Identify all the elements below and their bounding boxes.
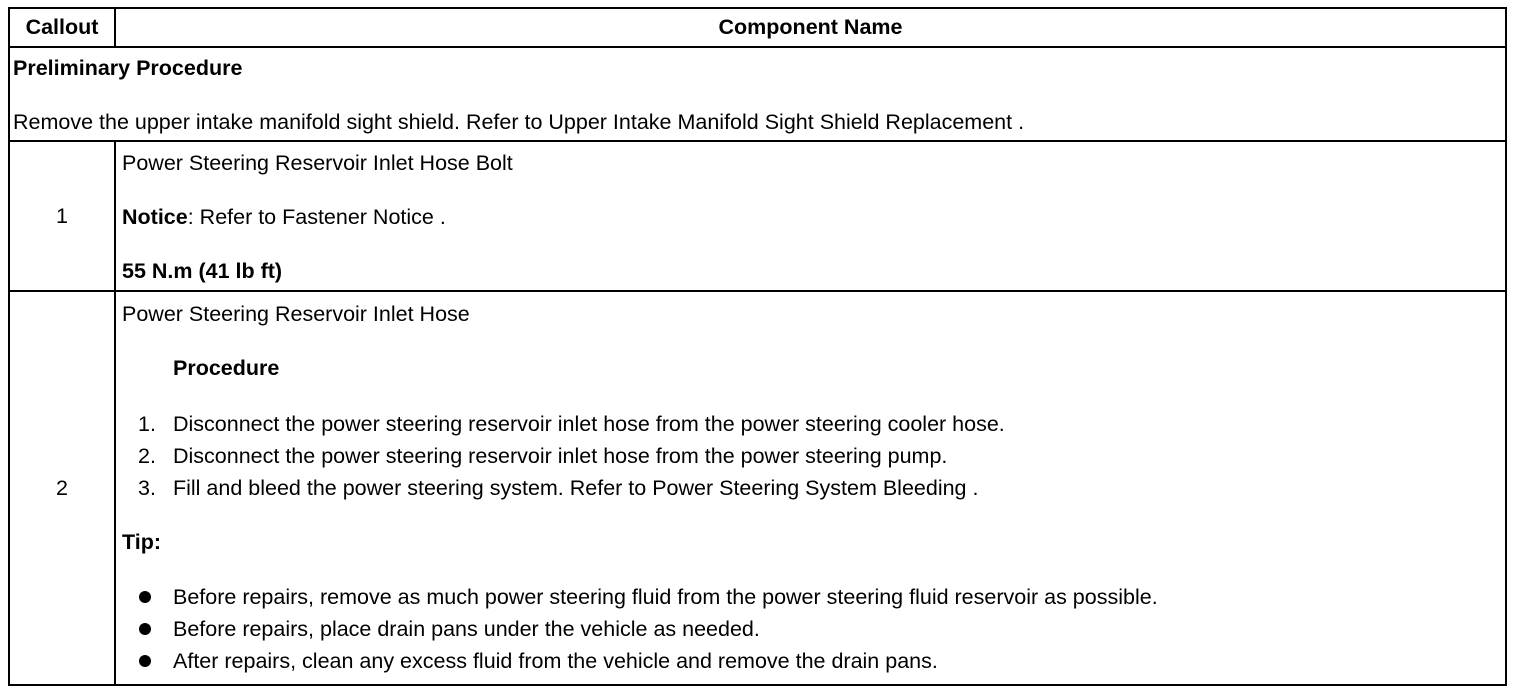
component-cell: [115, 291, 1506, 685]
notice-text: : Refer to Fastener Notice .: [187, 205, 446, 229]
procedure-steps: [122, 412, 1505, 508]
procedure-table: [8, 7, 1507, 686]
tip-list: [122, 585, 1505, 681]
procedure-step: [122, 444, 1505, 476]
step-number: 1.: [138, 412, 156, 436]
tip-label: Tip:: [122, 530, 162, 554]
component-name: Power Steering Reservoir Inlet Hose: [122, 302, 470, 326]
tip-text: After repairs, clean any excess fluid from the vehicle and remove the drain pans.: [173, 649, 938, 673]
table-row: [9, 141, 1506, 291]
step-text: Disconnect the power steering reservoir inlet hose from the power steering cooler hose.: [173, 412, 1005, 436]
bullet-icon: [139, 655, 151, 667]
tip-text: Before repairs, remove as much power steering fluid from the power steering fluid reservoir as possible.: [173, 585, 1158, 609]
component-name: Power Steering Reservoir Inlet Hose Bolt: [122, 151, 513, 175]
notice-label: Notice: [122, 205, 188, 229]
callout-cell: 2: [9, 291, 115, 685]
procedure-table-container: [8, 7, 1507, 691]
procedure-step: [122, 412, 1505, 444]
header-component-name: Component Name: [115, 8, 1506, 47]
procedure-heading: Procedure: [173, 356, 280, 380]
table-row: [9, 291, 1506, 685]
step-number: 2.: [138, 444, 156, 468]
tip-text: Before repairs, place drain pans under the vehicle as needed.: [173, 617, 760, 641]
tip-item: [122, 617, 1505, 649]
header-callout: Callout: [9, 8, 115, 47]
step-text: Fill and bleed the power steering system. Refer to Power Steering System Bleeding .: [173, 476, 979, 500]
header-row: [9, 8, 1506, 47]
preliminary-title: Preliminary Procedure: [13, 56, 243, 80]
preliminary-text: Remove the upper intake manifold sight shield. Refer to Upper Intake Manifold Sight Shield Replacement .: [13, 110, 1025, 134]
tip-item: [122, 649, 1505, 681]
step-number: 3.: [138, 476, 156, 500]
procedure-step: [122, 476, 1505, 508]
callout-cell: 1: [9, 141, 115, 291]
preliminary-row: [9, 47, 1506, 141]
bullet-icon: [139, 591, 151, 603]
torque-spec: 55 N.m (41 lb ft): [122, 259, 283, 283]
bullet-icon: [139, 623, 151, 635]
notice-line: [122, 205, 1505, 259]
component-cell: [115, 141, 1506, 291]
tip-item: [122, 585, 1505, 617]
preliminary-cell: [9, 47, 1506, 141]
step-text: Disconnect the power steering reservoir inlet hose from the power steering pump.: [173, 444, 948, 468]
